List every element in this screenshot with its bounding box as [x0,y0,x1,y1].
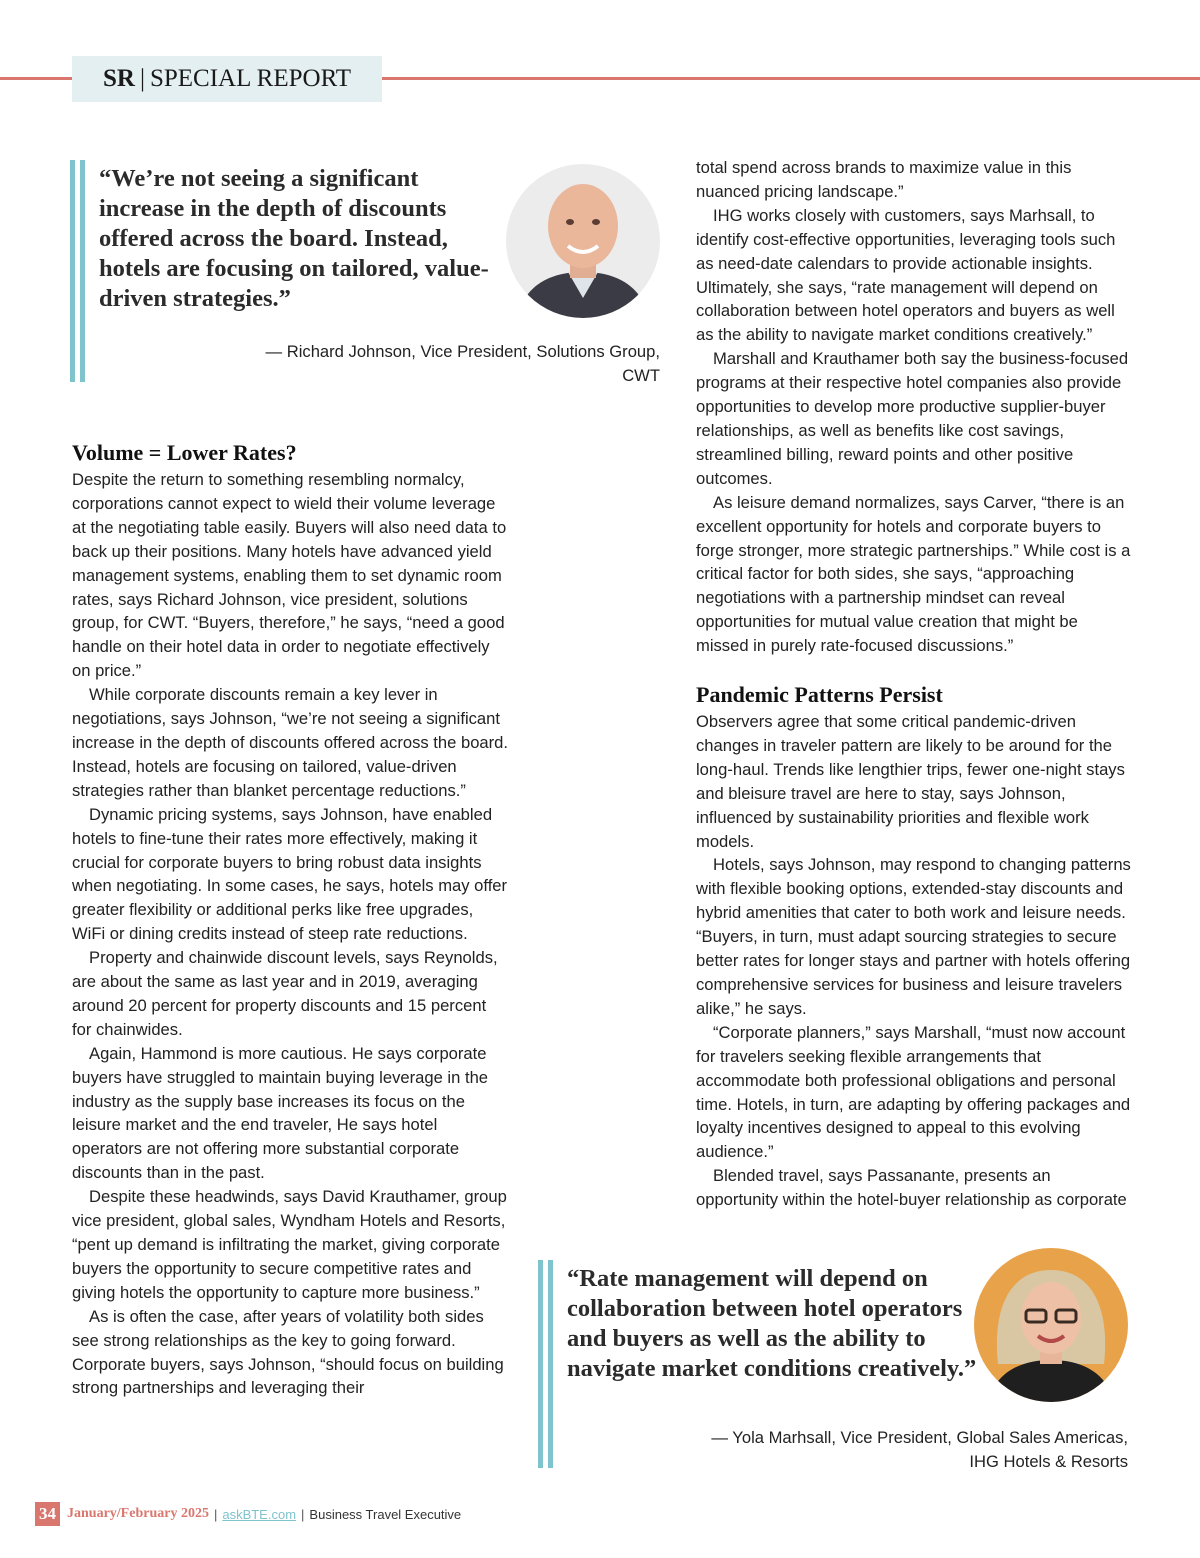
footer-separator: | [301,1506,305,1522]
portrait-photo-marhsall [974,1248,1128,1402]
section-abbrev: SR [102,65,135,92]
footer-separator: | [213,1506,218,1522]
publication-name: Business Travel Executive [309,1506,462,1522]
paragraph: As leisure demand normalizes, says Carver, “there is an excellent opportunity for hotels and corporate buyers to forge stronger, more strategic partnerships.” While cost is a critical factor for both sides, she says, “approaching negotiations with a partnership mindset can reveal opportunities for mutual value creation that might be missed in purely rate-focused discussions.” [696,492,1131,656]
paragraph: IHG works closely with customers, says Marhsall, to identify cost-effective opportunities, leveraging tools such as need-date calendars to provide actionable insights. Ultimately, she says, “rate management will depend on collaboration between hotel operators and buyers as well as the ability to navigate market conditions creatively.” [696,205,1116,345]
quote-bars [538,1260,554,1468]
portrait-photo-johnson [506,164,660,318]
paragraph: Dynamic pricing systems, says Johnson, have enabled hotels to fine-tune their rates more effectively, making it crucial for corporate buyers to bring robust data insights when negotiating. In some cases, he says, hotels may offer greater flexibility or additional perks like free upgrades, WiFi or dining credits instead of steep rate reductions. [72,804,508,944]
paragraph: As is often the case, after years of volatility both sides see strong relationships as the key to going forward. Corporate buyers, says Johnson, “should focus on building strong partnerships and leveraging their [72,1306,504,1398]
attribution-line: CWT [622,366,660,385]
attribution-line: — Richard Johnson, Vice President, Solutions Group, [265,342,660,361]
paragraph: Blended travel, says Passanante, presents an opportunity within the hotel-buyer relationship as corporate [696,1166,1127,1210]
paragraph: Again, Hammond is more cautious. He says corporate buyers have struggled to maintain buying leverage in the industry as the supply base increases its focus on the leisure market and the end traveler, He says hotel operators are not offering more substantial corporate discounts than in the past. [72,1043,489,1183]
paragraph: While corporate discounts remain a key lever in negotiations, says Johnson, “we’re not seeing a significant increase in the depth of discounts offered across the board. Instead, hotels are focusing on tailored, value-driven strategies rather than blanket percentage reductions.” [72,685,509,800]
article-column-right [696,156,1132,1212]
section-header [72,56,382,102]
page-footer [35,1500,461,1528]
section-heading: Pandemic Patterns Persist [696,682,943,708]
section-title: SPECIAL REPORT [149,65,352,92]
header-rule-left [0,77,72,80]
pull-quote-text: “Rate management will depend on collaboration between hotel operators and buyers as well as the ability to navigate market conditions creatively.” [567,1265,977,1382]
pull-quote-attribution [220,340,660,388]
header-rule-right [382,77,1200,80]
paragraph: “Corporate planners,” says Marshall, “must now account for travelers seeking flexible arrangements that accommodate both professional obligations and personal time. Hotels, in turn, are adapting by offering packages and loyalty incentives designed to appeal to this evolving audience.” [696,1022,1131,1162]
paragraph: Despite these headwinds, says David Krauthamer, group vice president, global sales, Wyndham Hotels and Resorts, “pent up demand is infiltrating the market, giving corporate buyers the opportunity to secure competitive rates and giving hotels the opportunity to capture more business.” [72,1187,507,1302]
paragraph: Property and chainwide discount levels, says Reynolds, are about the same as last year and in 2019, averaging around 20 percent for property discounts and 15 percent for chainwides. [72,948,498,1039]
paragraph: Despite the return to something resembling normalcy, corporations cannot expect to wield their volume leverage at the negotiating table easily. Buyers will also need data to back up their positions. Many hotels have advanced yield management systems, enabling them to set dynamic room rates, says Richard Johnson, vice president, solutions group, for CWT. “Buyers, therefore,” he says, “need a good handle on their hotel data in order to negotiate effectively on price.” [72,470,507,681]
paragraph: Observers agree that some critical pandemic-driven changes in traveler pattern are likely to be around for the long-haul. Trends like lengthier trips, fewer one-night stays and bleisure travel are here to stay, says Johnson, influenced by sustainability priorities and flexible work models. [696,712,1125,851]
paragraph: total spend across brands to maximize value in this nuanced pricing landscape.” [696,158,1072,201]
page-number: 34 [35,1502,60,1526]
issue-date: January/February 2025 [67,1506,209,1521]
attribution-line: — Yola Marhsall, Vice President, Global Sales Americas, [711,1428,1128,1447]
section-heading: Volume = Lower Rates? [72,440,297,465]
pull-quote-attribution [658,1426,1128,1474]
section-divider: | [139,65,145,92]
website-link[interactable]: askBTE.com [222,1506,297,1522]
article-column-left [72,438,508,1400]
attribution-line: IHG Hotels & Resorts [969,1452,1128,1471]
pull-quote-text: “We’re not seeing a significant increase in the depth of discounts offered across the board. Instead, hotels are focusing on tailored, value-driven strategies.” [99,165,489,312]
quote-bars [70,160,86,382]
paragraph: Marshall and Krauthamer both say the business-focused programs at their respective hotel companies also provide opportunities to develop more productive supplier-buyer relationships, as well as benefits like cost savings, streamlined billing, reward points and other positive outcomes. [696,349,1129,488]
paragraph: Hotels, says Johnson, may respond to changing patterns with flexible booking options, extended-stay discounts and hybrid amenities that cater to both work and leisure needs. “Buyers, in turn, must adapt sourcing strategies to secure better rates for longer stays and partner with hotels offering comprehensive services for business and leisure travelers alike,” he says. [696,855,1131,1018]
